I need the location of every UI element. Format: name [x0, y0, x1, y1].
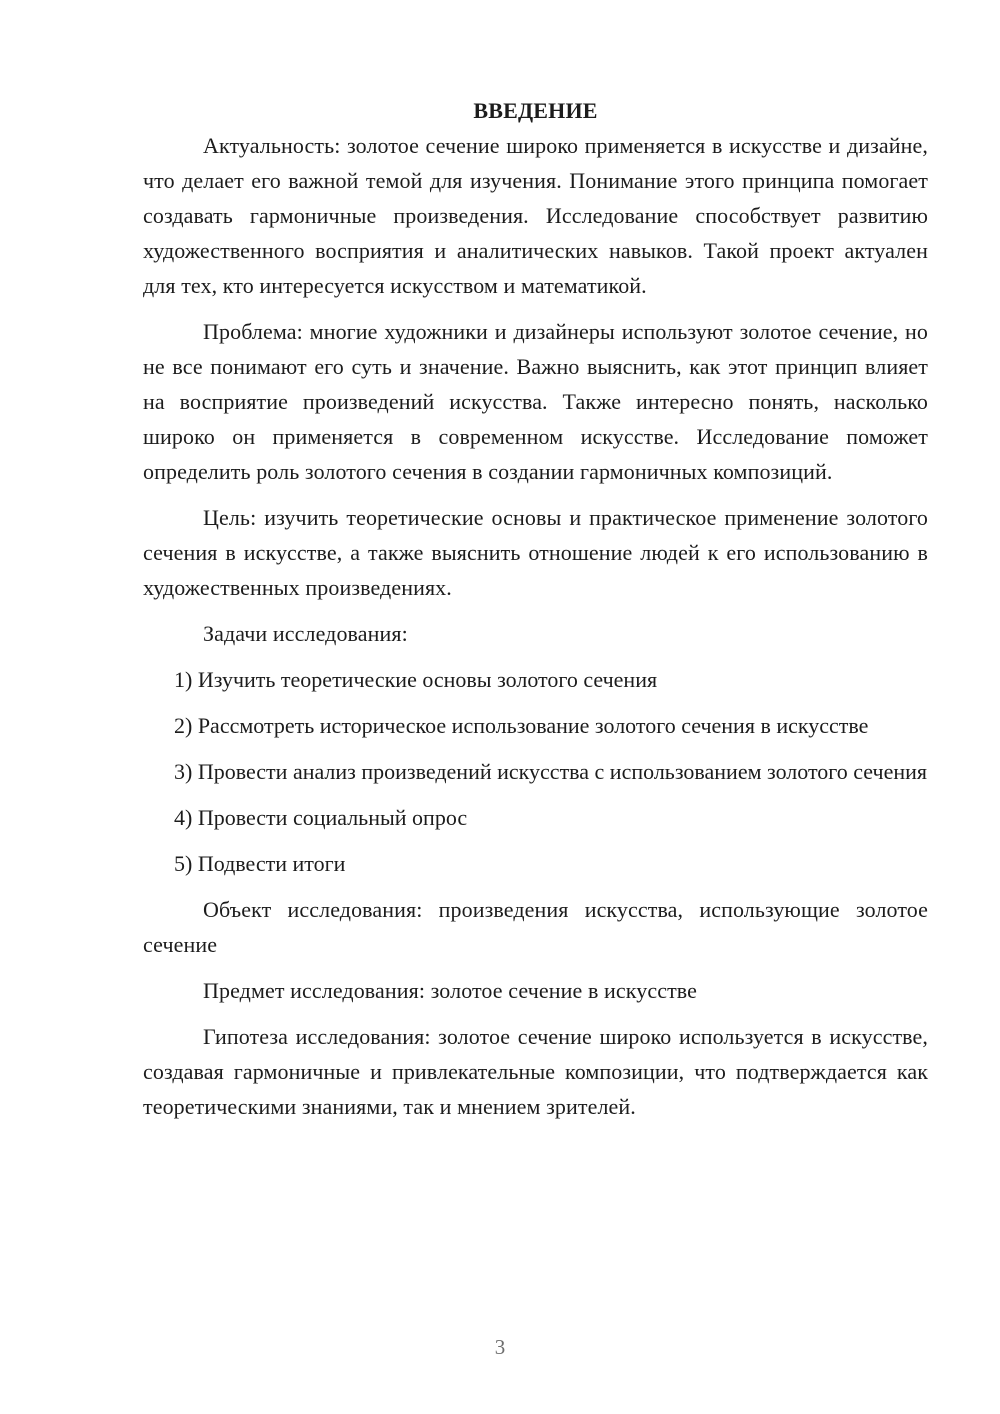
relevance-paragraph: Актуальность: золотое сечение широко применяется в искусстве и дизайне, что делает его важной темой для изучения. Понимание этого принципа помогает создавать гармоничные произведения. Исследование способствует развитию художественного восприятия и аналитических навыков. Такой проект актуален для тех, кто интересуется искусством и математикой. — [143, 133, 928, 298]
hypothesis-paragraph: Гипотеза исследования: золотое сечение широко используется в искусстве, создавая гармоничные и привлекательные композиции, что подтверждается как теоретическими знаниями, так и мнением зрителей. — [143, 1024, 928, 1119]
goal-paragraph: Цель: изучить теоретические основы и практическое применение золотого сечения в искусстве, а также выяснить отношение людей к его использованию в художественных произведениях. — [143, 505, 928, 600]
task-item-4: 4) Провести социальный опрос — [174, 805, 468, 830]
task-item-3: 3) Провести анализ произведений искусства с использованием золотого сечения — [174, 759, 928, 784]
task-item-5: 5) Подвести итоги — [174, 851, 346, 876]
page-content — [143, 93, 928, 1135]
subject-paragraph: Предмет исследования: золотое сечение в искусстве — [203, 978, 698, 1003]
task-item-2: 2) Рассмотреть историческое использование золотого сечения в искусстве — [174, 713, 869, 738]
page-number: 3 — [494, 1335, 506, 1359]
object-paragraph: Объект исследования: произведения искусства, использующие золотое сечение — [143, 897, 928, 957]
tasks-heading: Задачи исследования: — [203, 621, 408, 646]
task-item-1: 1) Изучить теоретические основы золотого сечения — [174, 667, 658, 692]
problem-paragraph: Проблема: многие художники и дизайнеры используют золотое сечение, но не все понимают его суть и значение. Важно выяснить, как этот принцип влияет на восприятие произведений искусства. Также интересно понять, насколько широко он применяется в современном искусстве. Исследование поможет определить роль золотого сечения в создании гармоничных композиций. — [143, 319, 928, 484]
section-title: ВВЕДЕНИЕ — [473, 98, 598, 123]
